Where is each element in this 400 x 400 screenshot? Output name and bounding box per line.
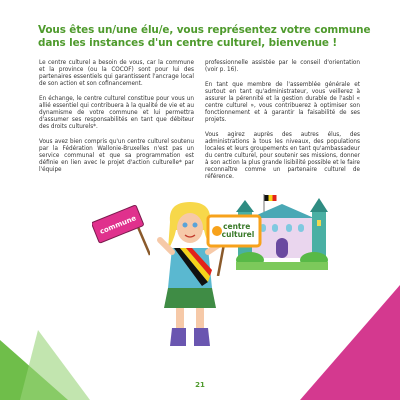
- commune-sign-label: commune: [98, 214, 138, 236]
- page-title: Vous êtes un/une élu/e, vous représentez votre commune dans les instances d'un centre culturel, bienvenue !: [38, 24, 371, 49]
- page-number: 21: [195, 381, 205, 389]
- centre-culturel-sign-label: centre culturel: [221, 222, 255, 239]
- paragraph: professionnelle assistée par le conseil d'orientation (voir p. 16).: [205, 60, 360, 74]
- paragraph: Le centre culturel a besoin de vous, car la commune et la province (ou la COCOF) sont pour lui des partenaires essentiels qui garantissent l'ancrage local de son action et son cofinancement.: [39, 60, 194, 88]
- commune-sign: [92, 205, 150, 261]
- left-column: [39, 60, 194, 182]
- paragraph: En échange, le centre culturel constitue pour vous un allié essentiel qui contribuera à la qualité de vie et au dynamisme de votre commune et lui permettra d'assumer ses responsabilités en tant que débiteur des droits culturels*.: [39, 95, 194, 131]
- paragraph: Vous agirez auprès des autres élus, des administrations à tous les niveaux, des populations locales et leurs groupements en tant qu'ambassadeur du centre culturel, pour soutenir ses missions, donner à son action la plus grande lisibilité possible et le faire reconnaître comme un partenaire culturel de référence.: [205, 131, 360, 181]
- right-column: [205, 60, 360, 189]
- centre-culturel-sign: [204, 210, 264, 276]
- paragraph: Vous avez bien compris qu'un centre culturel soutenu par la Fédération Wallonie-Bruxelles n'est pas un service communal et que sa programmation est définie en lien avec le projet d'action culturelle* par l'équipe: [39, 138, 194, 174]
- paragraph: En tant que membre de l'assemblée générale et surtout en tant qu'administrateur, vous veillerez à assurer la pérennité et la gestion durable de l'asbl « centre culturel », vous contribuerez à optimiser son fonctionnement et à garantir la faisabilité de ses projets.: [205, 81, 360, 124]
